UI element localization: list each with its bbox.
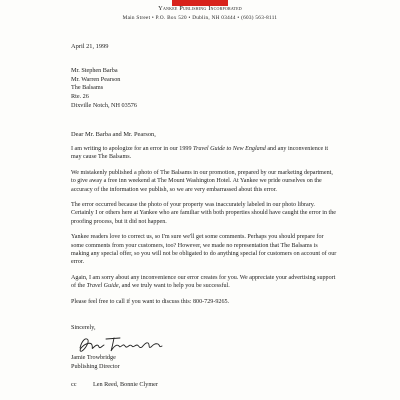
paragraph-text: Please feel free to call if you want to discuss this: 800-729-9265. (71, 298, 230, 305)
letter-date: April 21, 1999 (71, 43, 109, 50)
letterhead-address: Main Street • P.O. Box 520 • Dublin, NH 03444 • (603) 563-8111 (122, 15, 278, 21)
body-paragraph (71, 233, 337, 267)
recipient-line: The Balsams (71, 84, 104, 92)
letter-body (71, 145, 337, 313)
body-paragraph (71, 274, 337, 291)
body-paragraph (71, 201, 337, 226)
cc-names: Len Reed, Bonnie Clymer (93, 381, 158, 388)
paragraph-text: Again, I am sorry about any inconvenience our error creates for you. We appreciate your advertising support of the (71, 274, 336, 290)
body-paragraph (71, 169, 337, 194)
publication-title: Travel Guide (86, 283, 119, 290)
signer-block (71, 354, 120, 371)
paragraph-text: The error occurred because the photo of your property was inaccurately labeled in our photo library. Certainly I or others here at Yankee who are familiar with both properties should have caught the error in the proofing process, but it did not happen. (71, 202, 336, 225)
signer-title: Publishing Director (71, 362, 120, 370)
recipient-line: Mr. Warren Pearson (71, 75, 121, 83)
recipient-address (71, 67, 137, 111)
paragraph-text: Yankee readers love to correct us, so I'm sure we'll get some comments. Perhaps you should prepare for some comments from your customers, too? However, we made no representation that The Balsams is making any special offer, so you will not be obligated to do anything special for customers on account of our error. (71, 234, 337, 266)
recipient-line: Mr. Stephen Barba (71, 67, 118, 74)
paragraph-text: , and we truly want to help you be successful. (118, 283, 230, 290)
recipient-line: Rte. 26 (71, 93, 89, 101)
closing: Sincerely, (71, 324, 96, 331)
paragraph-text: We mistakenly published a photo of The Balsams in our promotion, prepared by our marketing department, to give away a free inn weekend at The Mount Washington Hotel. At Yankee we pride ourselves on the accuracy of the information we publish, so we are very embarrassed about this error. (71, 169, 333, 193)
handwritten-signature (76, 334, 168, 354)
company-name: Yankee Publishing Incorporated (158, 5, 242, 12)
body-paragraph (71, 298, 337, 306)
recipient-line: Dixville Notch, NH 03576 (71, 101, 137, 109)
publication-title: Travel Guide to New England (193, 146, 266, 152)
salutation: Dear Mr. Barba and Mr. Pearson, (71, 131, 156, 138)
signer-name: Jamie Trowbridge (71, 354, 116, 361)
paragraph-text: and any inconvenience it may cause The Balsams. (71, 146, 329, 161)
paragraph-text: I am writing to apologize for an error in our 1999 (71, 146, 194, 152)
cc-label: cc (71, 381, 77, 388)
body-paragraph (71, 145, 337, 162)
